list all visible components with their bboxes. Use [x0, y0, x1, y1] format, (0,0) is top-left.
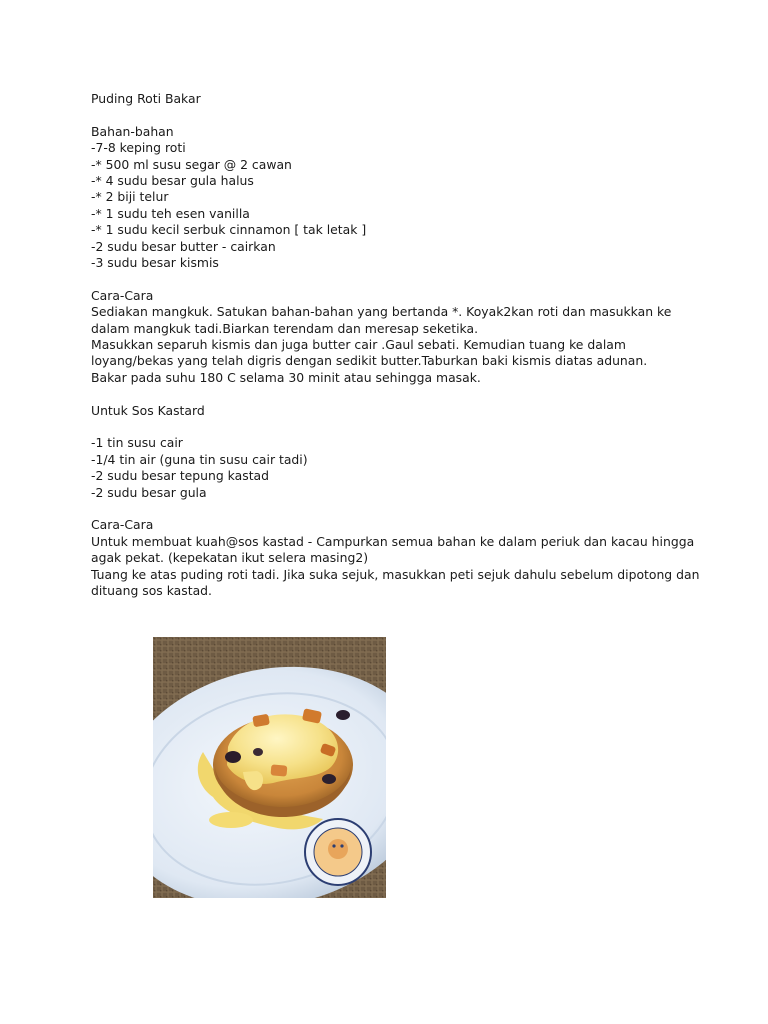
- method-line: Bakar pada suhu 180 C selama 30 minit atau sehingga masak.: [91, 369, 481, 385]
- ingredient-line: -* 1 sudu teh esen vanilla: [91, 205, 250, 221]
- ingredient-line: -* 2 biji telur: [91, 189, 169, 205]
- recipe-text: [91, 91, 700, 600]
- pudding-photo-illustration: [153, 637, 386, 898]
- method-line: Untuk membuat kuah@sos kastad - Campurkan semua bahan ke dalam periuk dan kacau hingga: [91, 533, 695, 549]
- sauce-ingredient-line: -1 tin susu cair: [91, 435, 183, 451]
- method-line: dituang sos kastad.: [91, 583, 212, 599]
- sauce-heading: Untuk Sos Kastard: [91, 402, 205, 418]
- spacer: [91, 107, 691, 123]
- method-line: Tuang ke atas puding roti tadi. Jika suka sejuk, masukkan peti sejuk dahulu sebelum dipotong dan: [91, 566, 700, 582]
- recipe-title: Puding Roti Bakar: [91, 91, 201, 106]
- pudding-photo: [153, 637, 386, 898]
- ingredient-line: -* 500 ml susu segar @ 2 cawan: [91, 156, 292, 172]
- ingredient-line: -3 sudu besar kismis: [91, 255, 219, 271]
- spacer: [91, 386, 691, 402]
- method-heading: Cara-Cara: [91, 287, 154, 303]
- spacer: [91, 419, 691, 435]
- ingredients-heading: Bahan-bahan: [91, 123, 174, 139]
- ingredient-line: -2 sudu besar butter - cairkan: [91, 238, 276, 254]
- spacer: [91, 271, 691, 287]
- method-line: agak pekat. (kepekatan ikut selera masing2): [91, 550, 369, 566]
- method-line: loyang/bekas yang telah digris dengan sedikit butter.Taburkan baki kismis diatas adunan.: [91, 353, 648, 369]
- sauce-ingredient-line: -1/4 tin air (guna tin susu cair tadi): [91, 451, 308, 467]
- watermark-stamp: [305, 819, 371, 885]
- method-line: Masukkan separuh kismis dan juga butter cair .Gaul sebati. Kemudian tuang ke dalam: [91, 337, 626, 353]
- ingredient-line: -* 1 sudu kecil serbuk cinnamon [ tak letak ]: [91, 222, 367, 238]
- method-line: Sediakan mangkuk. Satukan bahan-bahan yang bertanda *. Koyak2kan roti dan masukkan ke: [91, 304, 672, 320]
- ingredient-line: -* 4 sudu besar gula halus: [91, 173, 254, 189]
- method-heading: Cara-Cara: [91, 517, 154, 533]
- spacer: [91, 501, 691, 517]
- ingredient-line: -7-8 keping roti: [91, 140, 186, 156]
- method-line: dalam mangkuk tadi.Biarkan terendam dan meresap seketika.: [91, 320, 479, 336]
- sauce-ingredient-line: -2 sudu besar gula: [91, 484, 207, 500]
- sauce-ingredient-line: -2 sudu besar tepung kastad: [91, 468, 270, 484]
